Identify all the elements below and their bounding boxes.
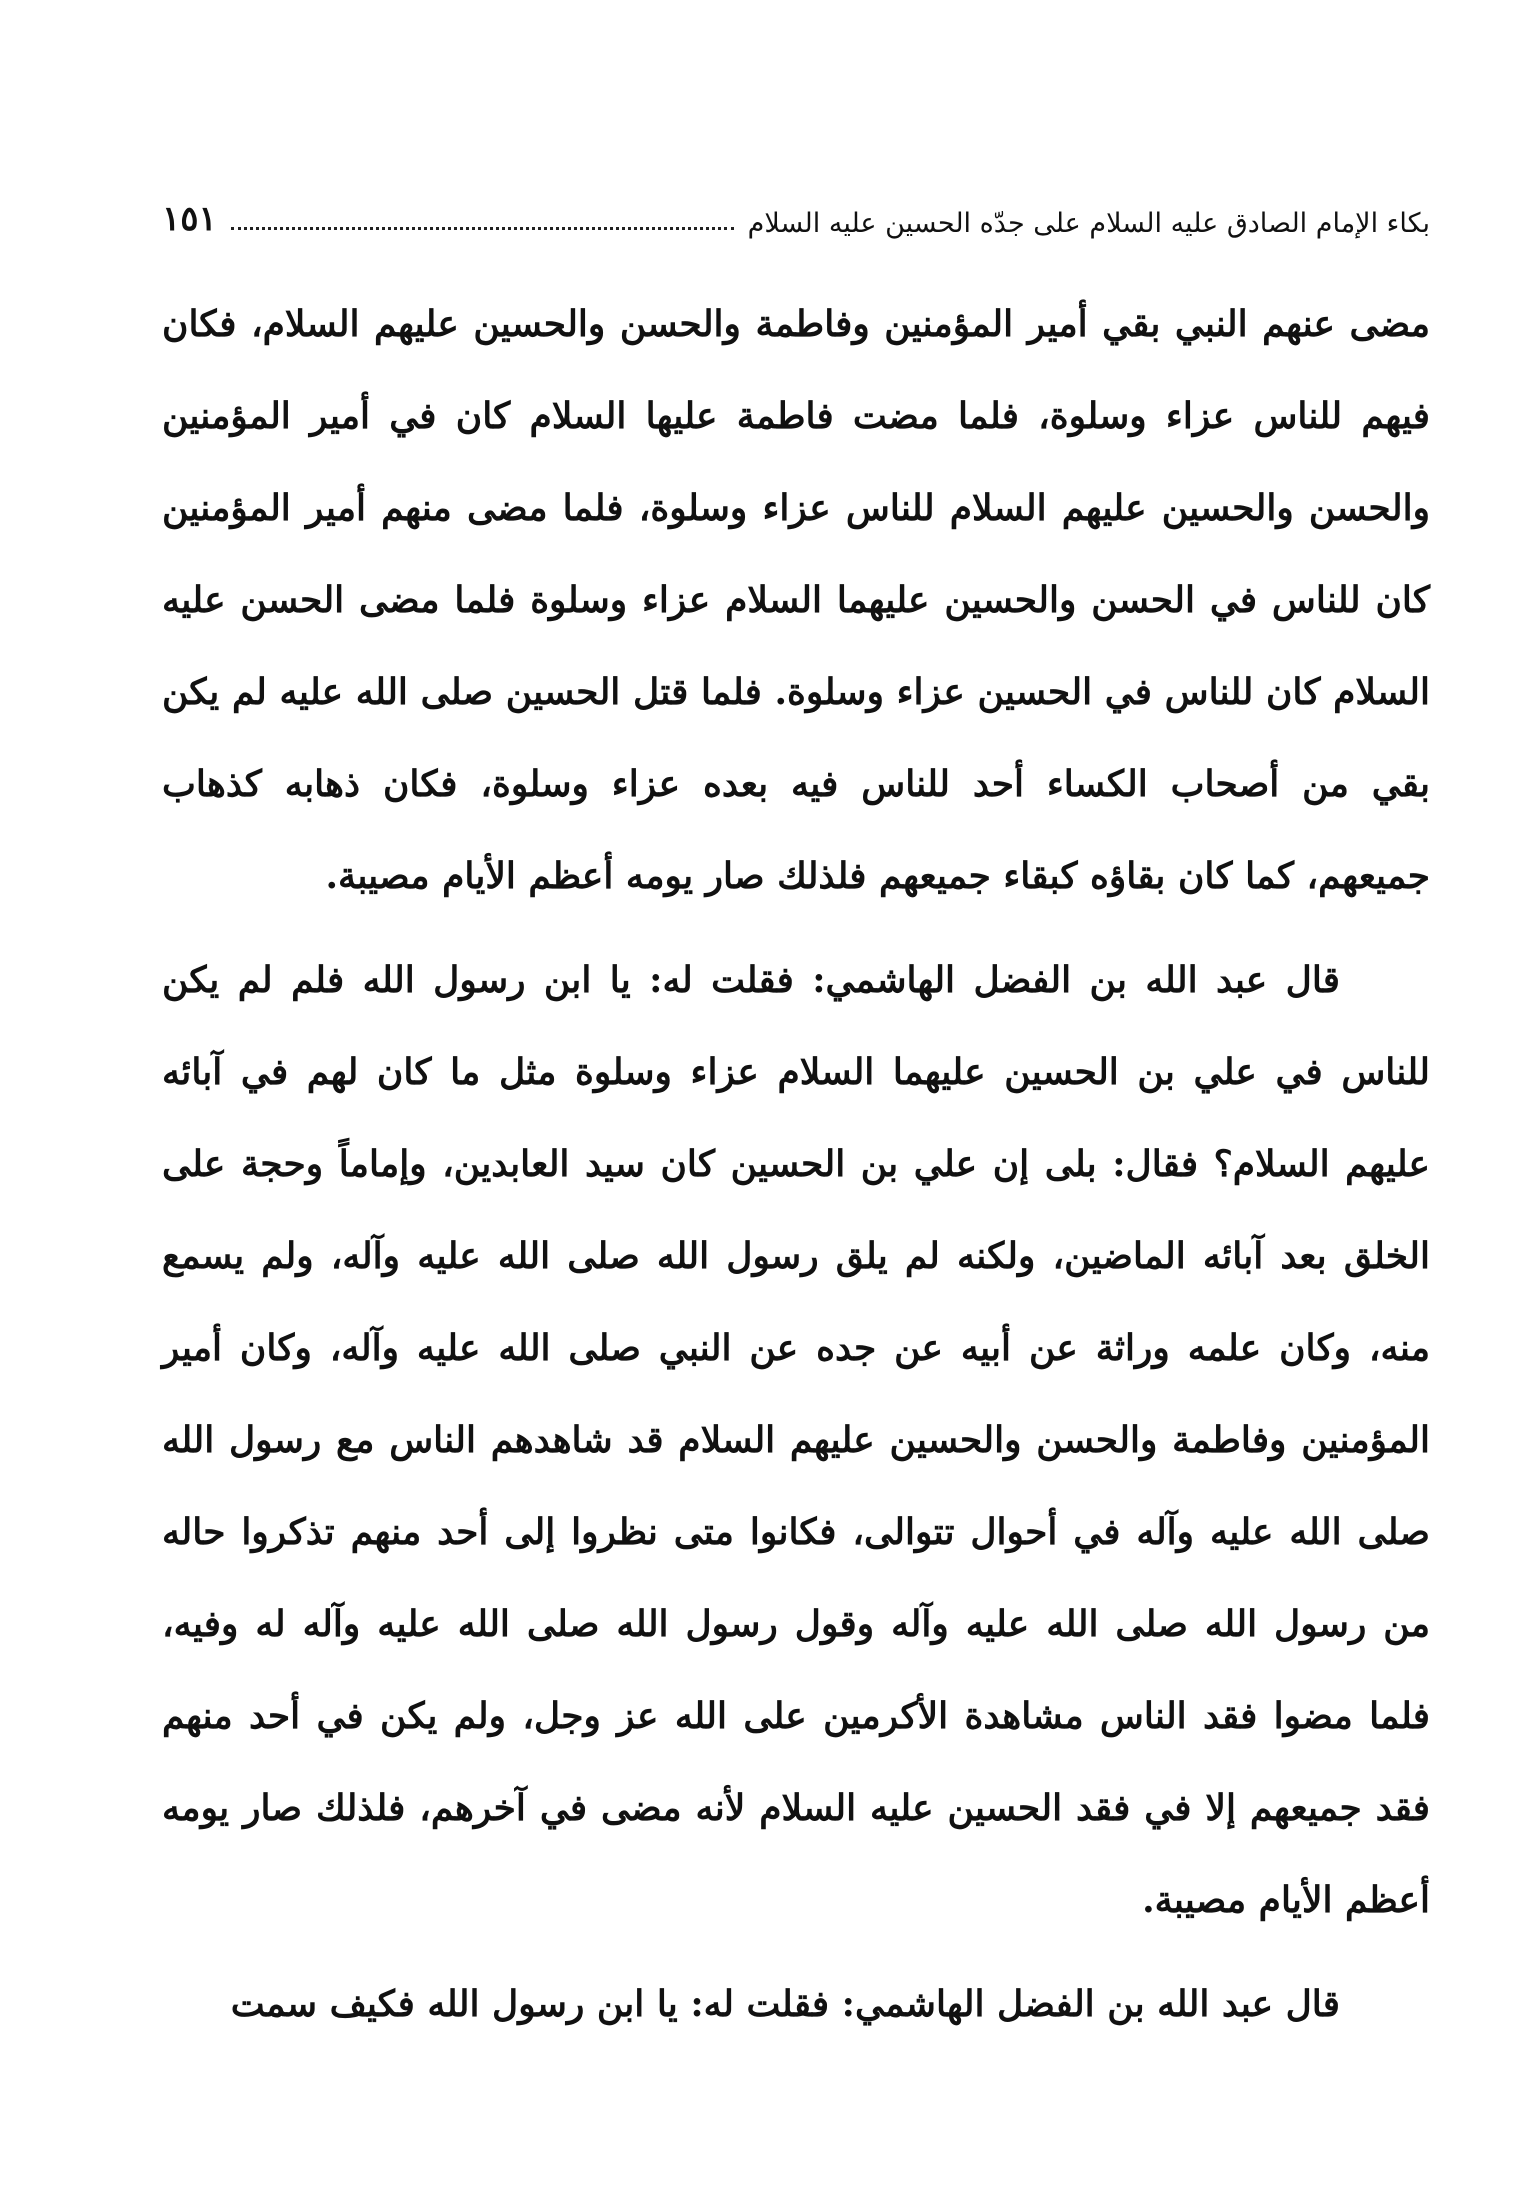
paragraph: قال عبد الله بن الفضل الهاشمي: فقلت له: يا ابن رسول الله فكيف سمت xyxy=(230,1983,1340,2025)
body-text xyxy=(162,278,1430,2050)
dot-leader xyxy=(231,227,734,230)
running-header xyxy=(162,180,1430,240)
running-header-title: بكاء الإمام الصادق عليه السلام على جدّه الحسين عليه السلام xyxy=(747,207,1430,239)
paragraph: قال عبد الله بن الفضل الهاشمي: فقلت له: يا ابن رسول الله فلم لم يكن للناس في علي بن الحسين عليهما السلام عزاء وسلوة مثل ما كان لهم في آبائه عليهم السلام؟ فقال: بلى إن علي بن الحسين كان سيد العابدين، وإماماً وحجة على الخلق بعد آبائه الماضين، ولكنه لم يلق رسول الله صلى الله عليه وآله، ولم يسمع منه، وكان علمه وراثة عن أبيه عن جده عن النبي صلى الله عليه وآله، وكان أمير المؤمنين وفاطمة والحسن والحسين عليهم السلام قد شاهدهم الناس مع رسول الله صلى الله عليه وآله في أحوال تتوالى، فكانوا متى نظروا إلى أحد منهم تذكروا حاله من رسول الله صلى الله عليه وآله وقول رسول الله صلى الله عليه وآله له وفيه، فلما مضوا فقد الناس مشاهدة الأكرمين على الله عز وجل، ولم يكن في أحد منهم فقد جميعهم إلا في فقد الحسين عليه السلام لأنه مضى في آخرهم، فلذلك صار يومه أعظم الأيام مصيبة. xyxy=(162,959,1430,1921)
paragraph: مضى عنهم النبي بقي أمير المؤمنين وفاطمة والحسن والحسين عليهم السلام، فكان فيهم للناس عزاء وسلوة، فلما مضت فاطمة عليها السلام كان في أمير المؤمنين والحسن والحسين عليهم السلام للناس عزاء وسلوة، فلما مضى منهم أمير المؤمنين كان للناس في الحسن والحسين عليهما السلام عزاء وسلوة فلما مضى الحسن عليه السلام كان للناس في الحسين عزاء وسلوة. فلما قتل الحسين صلى الله عليه لم يكن بقي من أصحاب الكساء أحد للناس فيه بعده عزاء وسلوة، فكان ذهابه كذهاب جميعهم، كما كان بقاؤه كبقاء جميعهم فلذلك صار يومه أعظم الأيام مصيبة. xyxy=(162,303,1430,897)
page-number: ١٥١ xyxy=(162,199,217,240)
